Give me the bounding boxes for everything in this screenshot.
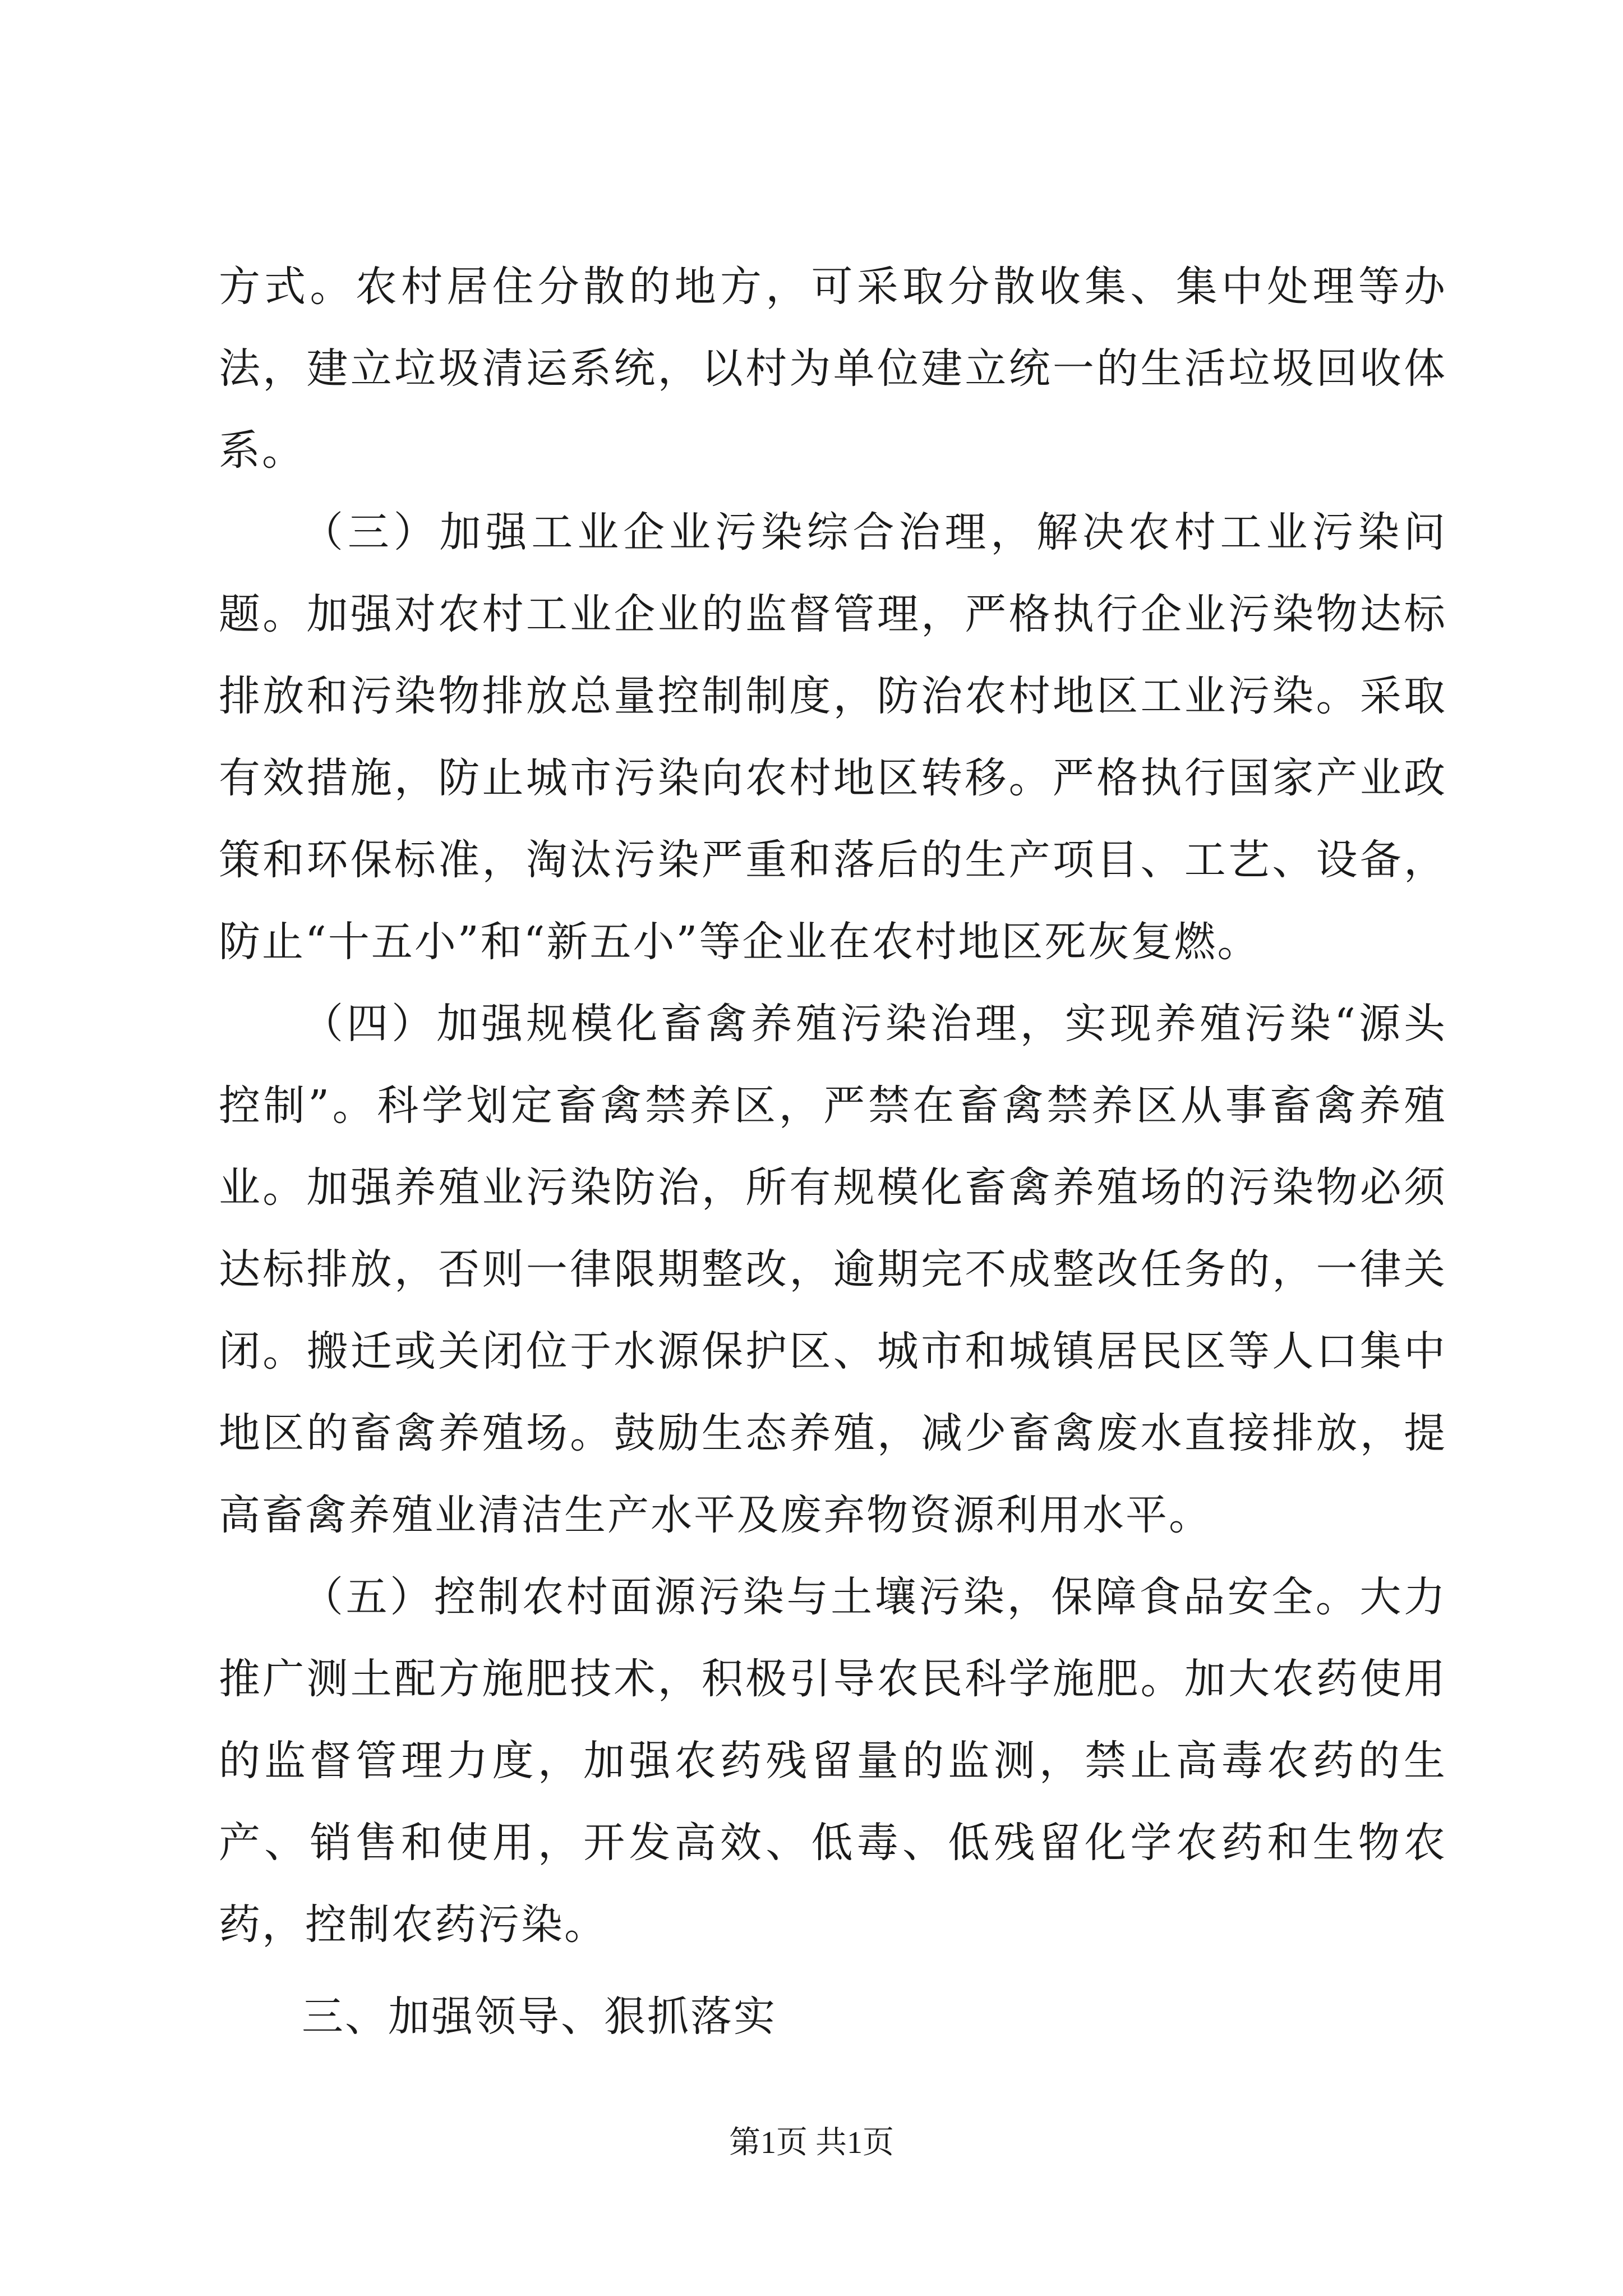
paragraph-livestock-pollution: （四）加强规模化畜禽养殖污染治理，实现养殖污染“源头控制”。科学划定畜禽禁养区，严禁在畜禽禁养区从事畜禽养殖业。加强养殖业污染防治，所有规模化畜禽养殖场的污染物必须达标排放，否则一律限期整改，逾期完不成整改任务的，一律关闭。搬迁或关闭位于水源保护区、城市和城镇居民区等人口集中地区的畜禽养殖场。鼓励生态养殖，减少畜禽废水直接排放，提高畜禽养殖业清洁生产水平及废弃物资源利用水平。 (219, 1000, 1447, 1539)
document-body (219, 246, 1447, 2058)
paragraph-continuation: 方式。农村居住分散的地方，可采取分散收集、集中处理等办法，建立垃圾清运系统，以村为单位建立统一的生活垃圾回收体系。 (219, 263, 1447, 475)
paragraph-industrial-pollution: （三）加强工业企业污染综合治理，解决农村工业污染问题。加强对农村工业企业的监督管理，严格执行企业污染物达标排放和污染物排放总量控制制度，防治农村地区工业污染。采取有效措施，防止城市污染向农村地区转移。严格执行国家产业政策和环保标准，淘汰污染严重和落后的生产项目、工艺、设备，防止“十五小”和“新五小”等企业在农村地区死灰复燃。 (219, 508, 1447, 966)
paragraph-nonpoint-pollution: （五）控制农村面源污染与土壤污染，保障食品安全。大力推广测土配方施肥技术，积极引导农民科学施肥。加大农药使用的监督管理力度，加强农药残留量的监测，禁止高毒农药的生产、销售和使用，开发高效、低毒、低残留化学农药和生物农药，控制农药污染。 (219, 1573, 1447, 1949)
section-heading: 三、加强领导、狠抓落实 (302, 1993, 777, 2041)
page-footer: 第1页 共1页 (729, 2125, 894, 2160)
